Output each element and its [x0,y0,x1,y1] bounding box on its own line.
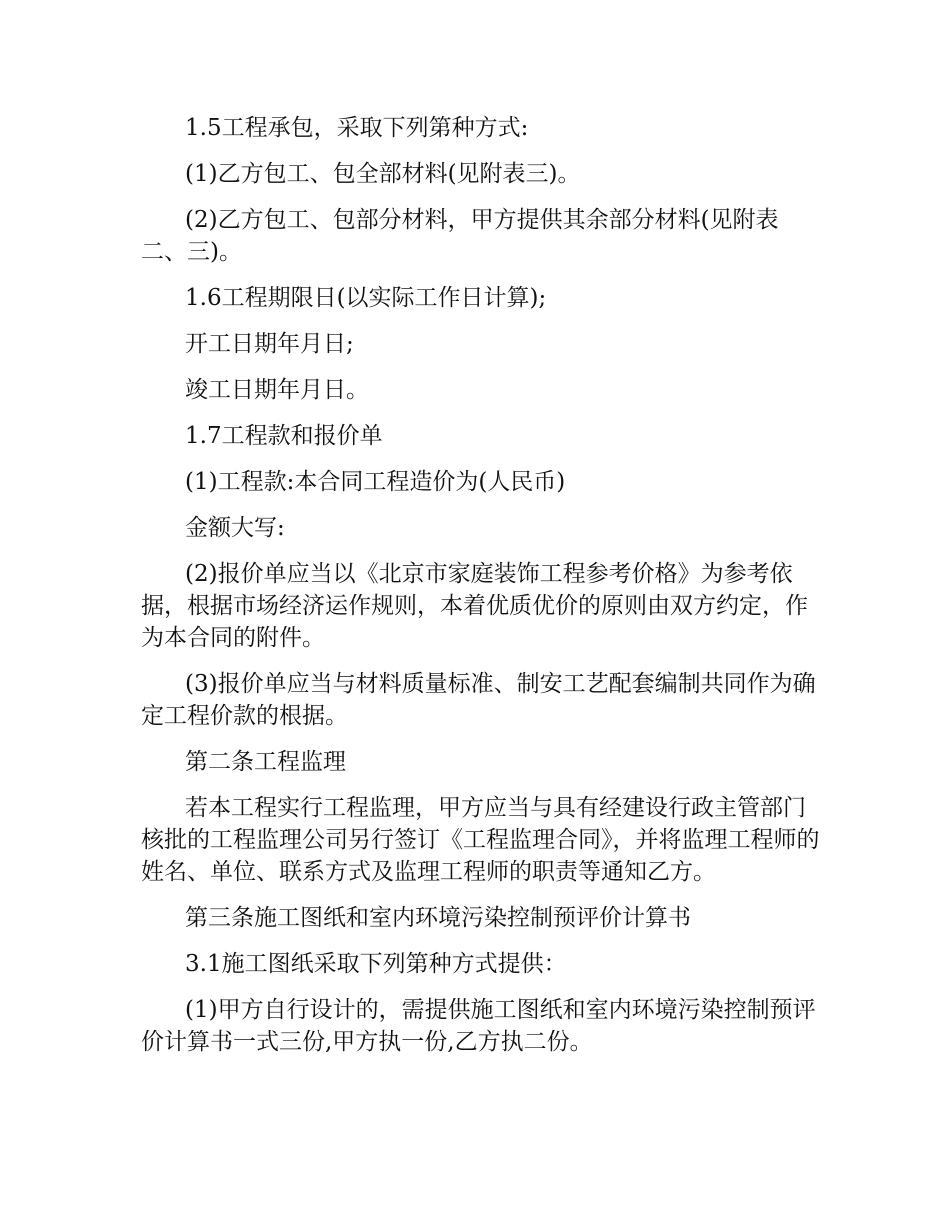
option-2-partial-materials: (2)乙方包工、包部分材料，甲方提供其余部分材料(见附表二、三)。 [141,207,779,265]
document-body [141,112,821,1072]
clause-1-5-contracting: 1.5工程承包，采取下列第种方式: [185,115,529,141]
clause-1-7-payment: 1.7工程款和报价单 [185,423,383,449]
supervision-paragraph: 若本工程实行工程监理，甲方应当与具有经建设行政主管部门核批的工程监理公司另行签订《工程监理合同》，并将监理工程师的姓名、单位、联系方式及监理工程师的职责等通知乙方。 [141,795,820,885]
quotation-basis-paragraph: (2)报价单应当以《北京市家庭装饰工程参考价格》为参考依据，根据市场经济运作规则，本着优质优价的原则由双方约定，作为本合同的附件。 [141,561,808,651]
amount-in-words-line: 金额大写: [185,515,285,541]
completion-date-line: 竣工日期年月日。 [185,377,369,403]
quotation-standards-paragraph: (3)报价单应当与材料质量标准、制安工艺配套编制共同作为确定工程价款的根据。 [141,671,816,729]
option-1-self-design: (1)甲方自行设计的，需提供施工图纸和室内环境污染控制预评价计算书一式三份,甲方执一份,乙方执二份。 [141,997,816,1055]
clause-3-1-drawings: 3.1施工图纸采取下列第种方式提供： [185,951,567,977]
payment-amount-line: (1)工程款:本合同工程造价为(人民币) [185,469,566,495]
option-1-full-materials: (1)乙方包工、包全部材料(见附表三)。 [185,161,581,187]
clause-1-6-duration: 1.6工程期限日(以实际工作日计算); [185,285,547,311]
article-2-heading: 第二条工程监理 [185,749,346,775]
start-date-line: 开工日期年月日; [185,331,354,357]
article-3-heading: 第三条施工图纸和室内环境污染控制预评价计算书 [185,905,691,931]
